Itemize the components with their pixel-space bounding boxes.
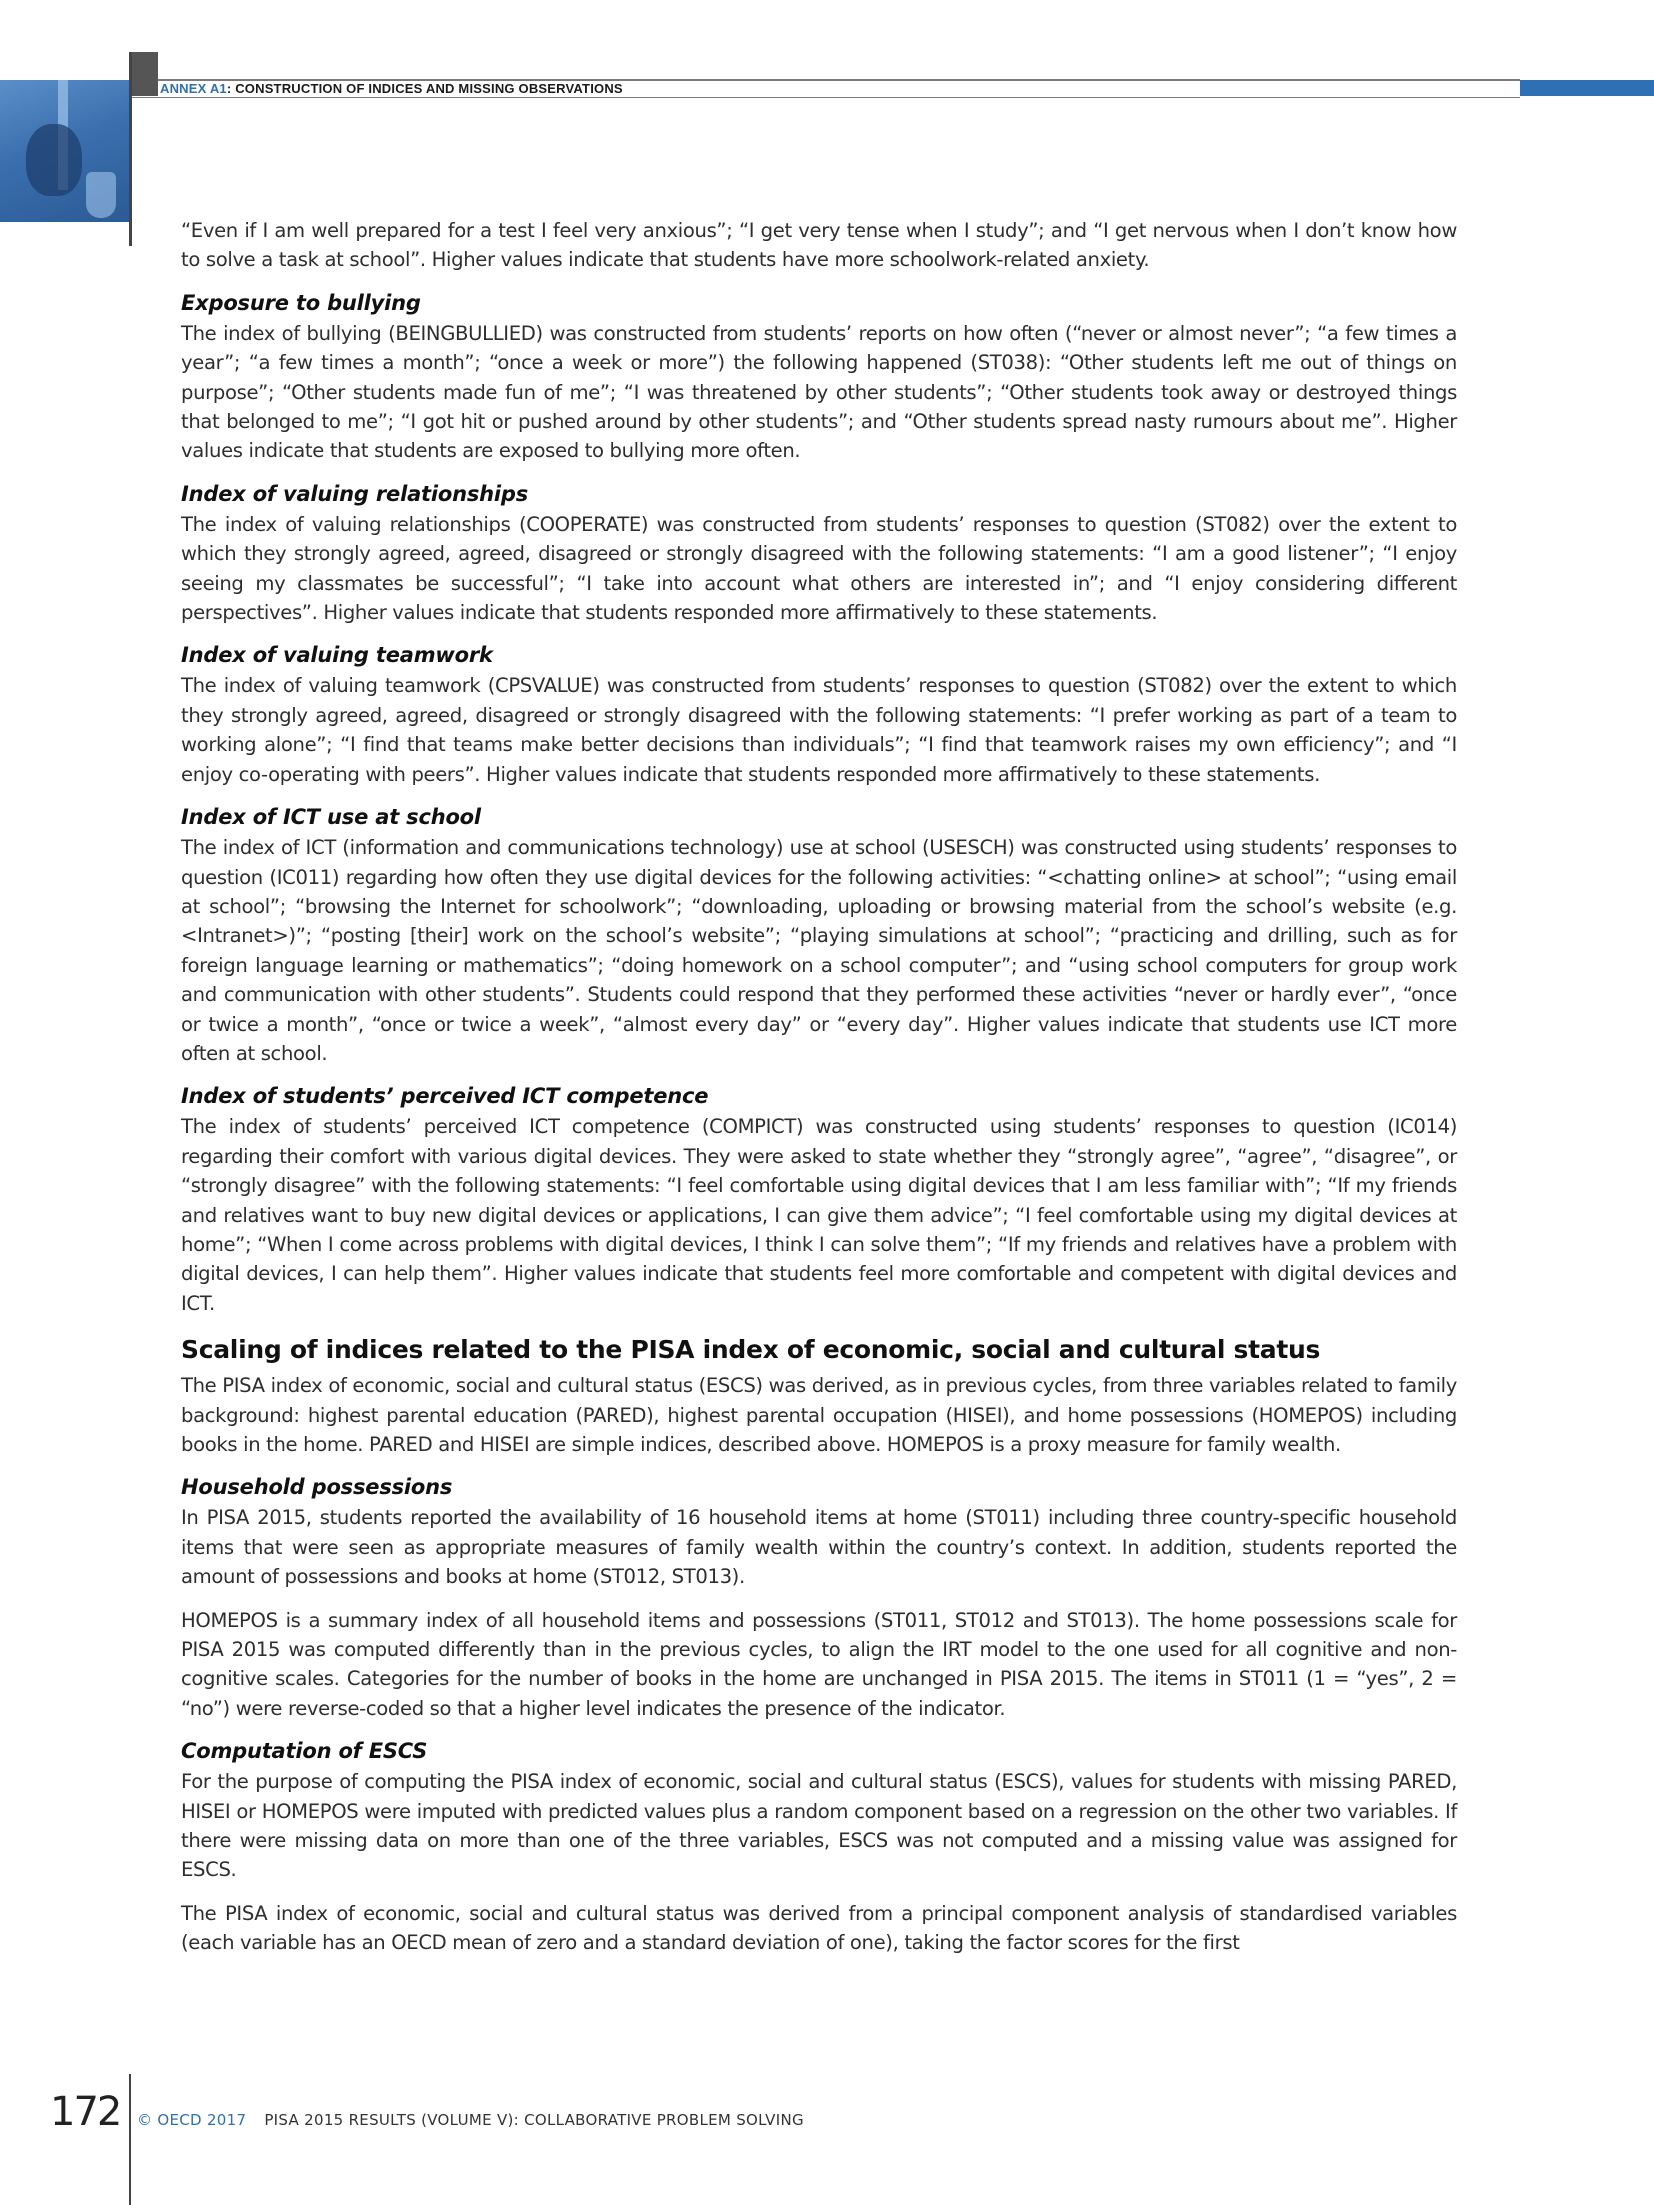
footer-vertical-rule bbox=[129, 2074, 131, 2205]
paragraph: In PISA 2015, students reported the availability of 16 household items at home (ST011) including three country-specific household items that were seen as appropriate measures of family wealth within the country’s context. In addition, students reported the amount of possessions and books at home (ST012, ST013). bbox=[181, 1506, 1457, 1589]
paragraph: The index of valuing teamwork (CPSVALUE) was constructed from students’ responses to question (ST082) over the extent to which they strongly agreed, agreed, disagreed or strongly disagreed with the following statements: “I prefer working as part of a team to working alone”; “I find that teams make better decisions than individuals”; “I find that teamwork raises my own efficiency”; and “I enjoy co-operating with peers”. Higher values indicate that students responded more affirmatively to these statements. bbox=[181, 674, 1457, 786]
header-photo bbox=[0, 80, 130, 222]
paragraph: For the purpose of computing the PISA index of economic, social and cultural status (ESCS), values for students with missing PARED, HISEI or HOMEPOS were imputed with predicted values plus a random component based on a regression on the other two variables. If there were missing data on more than one of the three variables, ESCS was not computed and a missing value was assigned for ESCS. bbox=[181, 1770, 1457, 1882]
footer-publication: PISA 2015 RESULTS (VOLUME V): COLLABORATIVE PROBLEM SOLVING bbox=[264, 2111, 804, 2129]
section-subheading: Index of valuing teamwork bbox=[181, 643, 493, 668]
paragraph: The index of bullying (BEINGBULLIED) was constructed from students’ reports on how often (“never or almost never”; “a few times a year”; “a few times a month”; “once a week or more”) the following happened (ST038): “Other students left me out of things on purpose”; “Other students made fun of me”; “I was threatened by other students”; “Other students took away or destroyed things that belonged to me”; “I got hit or pushed around by other students”; and “Other students spread nasty rumours about me”. Higher values indicate that students are exposed to bullying more often. bbox=[181, 321, 1457, 463]
header-dark-tab bbox=[129, 52, 158, 96]
section-subheading: Household possessions bbox=[181, 1475, 453, 1500]
section-subheading: Index of valuing relationships bbox=[181, 481, 529, 506]
paragraph: “Even if I am well prepared for a test I feel very anxious”; “I get very tense when I study”; and “I get nervous when I don’t know how to solve a task at school”. Higher values indicate that students have more schoolwork-related anxiety. bbox=[181, 219, 1457, 272]
header-accent-bar bbox=[1520, 80, 1654, 96]
running-header bbox=[160, 81, 623, 97]
photo-beaker-shape bbox=[86, 172, 116, 218]
section-subheading: Index of students’ perceived ICT competence bbox=[181, 1084, 709, 1109]
running-header-title: : CONSTRUCTION OF INDICES AND MISSING OBSERVATIONS bbox=[226, 81, 623, 96]
section-subheading: Exposure to bullying bbox=[181, 290, 421, 315]
photo-person-shape bbox=[26, 124, 82, 196]
running-header-annex: ANNEX A1 bbox=[160, 81, 227, 96]
paragraph: HOMEPOS is a summary index of all household items and possessions (ST011, ST012 and ST013). The home possessions scale for PISA 2015 was computed differently than in the previous cycles, to align the IRT model to the one used for all cognitive and non-cognitive scales. Categories for the number of books in the home are unchanged in PISA 2015. The items in ST011 (1 = “yes”, 2 = “no”) were reverse-coded so that a higher level indicates the presence of the indicator. bbox=[181, 1608, 1457, 1720]
paragraph: The PISA index of economic, social and cultural status (ESCS) was derived, as in previous cycles, from three variables related to family background: highest parental education (PARED), highest parental occupation (HISEI), and home possessions (HOMEPOS) including books in the home. PARED and HISEI are simple indices, described above. HOMEPOS is a proxy measure for family wealth. bbox=[181, 1374, 1457, 1456]
footer-text bbox=[137, 2110, 804, 2130]
paragraph: The index of ICT (information and communications technology) use at school (USESCH) was constructed using students’ responses to question (IC011) regarding how often they use digital devices for the following activities: “<chatting online> at school”; “using email at school”; “browsing the Internet for schoolwork”; “downloading, uploading or browsing material from the school’s website (e.g. <Intranet>)”; “posting [their] work on the school’s website”; “playing simulations at school”; “practicing and drilling, such as for foreign language learning or mathematics”; “doing homework on a school computer”; and “using school computers for group work and communication with other students”. Students could respond that they performed these activities “never or hardly ever”, “once or twice a month”, “once or twice a week”, “almost every day” or “every day”. Higher values indicate that students use ICT more often at school. bbox=[181, 836, 1457, 1065]
paragraph: The index of valuing relationships (COOPERATE) was constructed from students’ responses to question (ST082) over the extent to which they strongly agreed, agreed, disagreed or strongly disagreed with the following statements: “I am a good listener”; “I enjoy seeing my classmates be successful”; “I take into account what others are interested in”; and “I enjoy considering different perspectives”. Higher values indicate that students responded more affirmatively to these statements. bbox=[181, 512, 1457, 625]
section-subheading: Index of ICT use at school bbox=[181, 805, 481, 830]
paragraph: The PISA index of economic, social and cultural status was derived from a principal component analysis of standardised variables (each variable has an OECD mean of zero and a standard deviation of one), taking the factor scores for the first bbox=[181, 1901, 1457, 1955]
header-vertical-rule bbox=[129, 52, 132, 246]
page-number: 172 bbox=[50, 2089, 121, 2135]
page-body bbox=[181, 216, 1457, 1958]
section-heading: Scaling of indices related to the PISA index of economic, social and cultural status bbox=[181, 1335, 1321, 1365]
section-subheading: Computation of ESCS bbox=[181, 1739, 428, 1764]
paragraph: The index of students’ perceived ICT competence (COMPICT) was constructed using students’ responses to question (IC014) regarding their comfort with various digital devices. They were asked to state whether they “strongly agree”, “agree”, “disagree”, or “strongly disagree” with the following statements: “I feel comfortable using digital devices that I am less familiar with”; “If my friends and relatives want to buy new digital devices or applications, I can give them advice”; “I feel comfortable using my digital devices at home”; “When I come across problems with digital devices, I think I can solve them”; “If my friends and relatives have a problem with digital devices, I can help them”. Higher values indicate that students feel more comfortable and competent with digital devices and ICT. bbox=[181, 1115, 1457, 1315]
header-bottom-rule bbox=[132, 97, 1520, 98]
footer-copyright: © OECD 2017 bbox=[137, 2111, 247, 2129]
